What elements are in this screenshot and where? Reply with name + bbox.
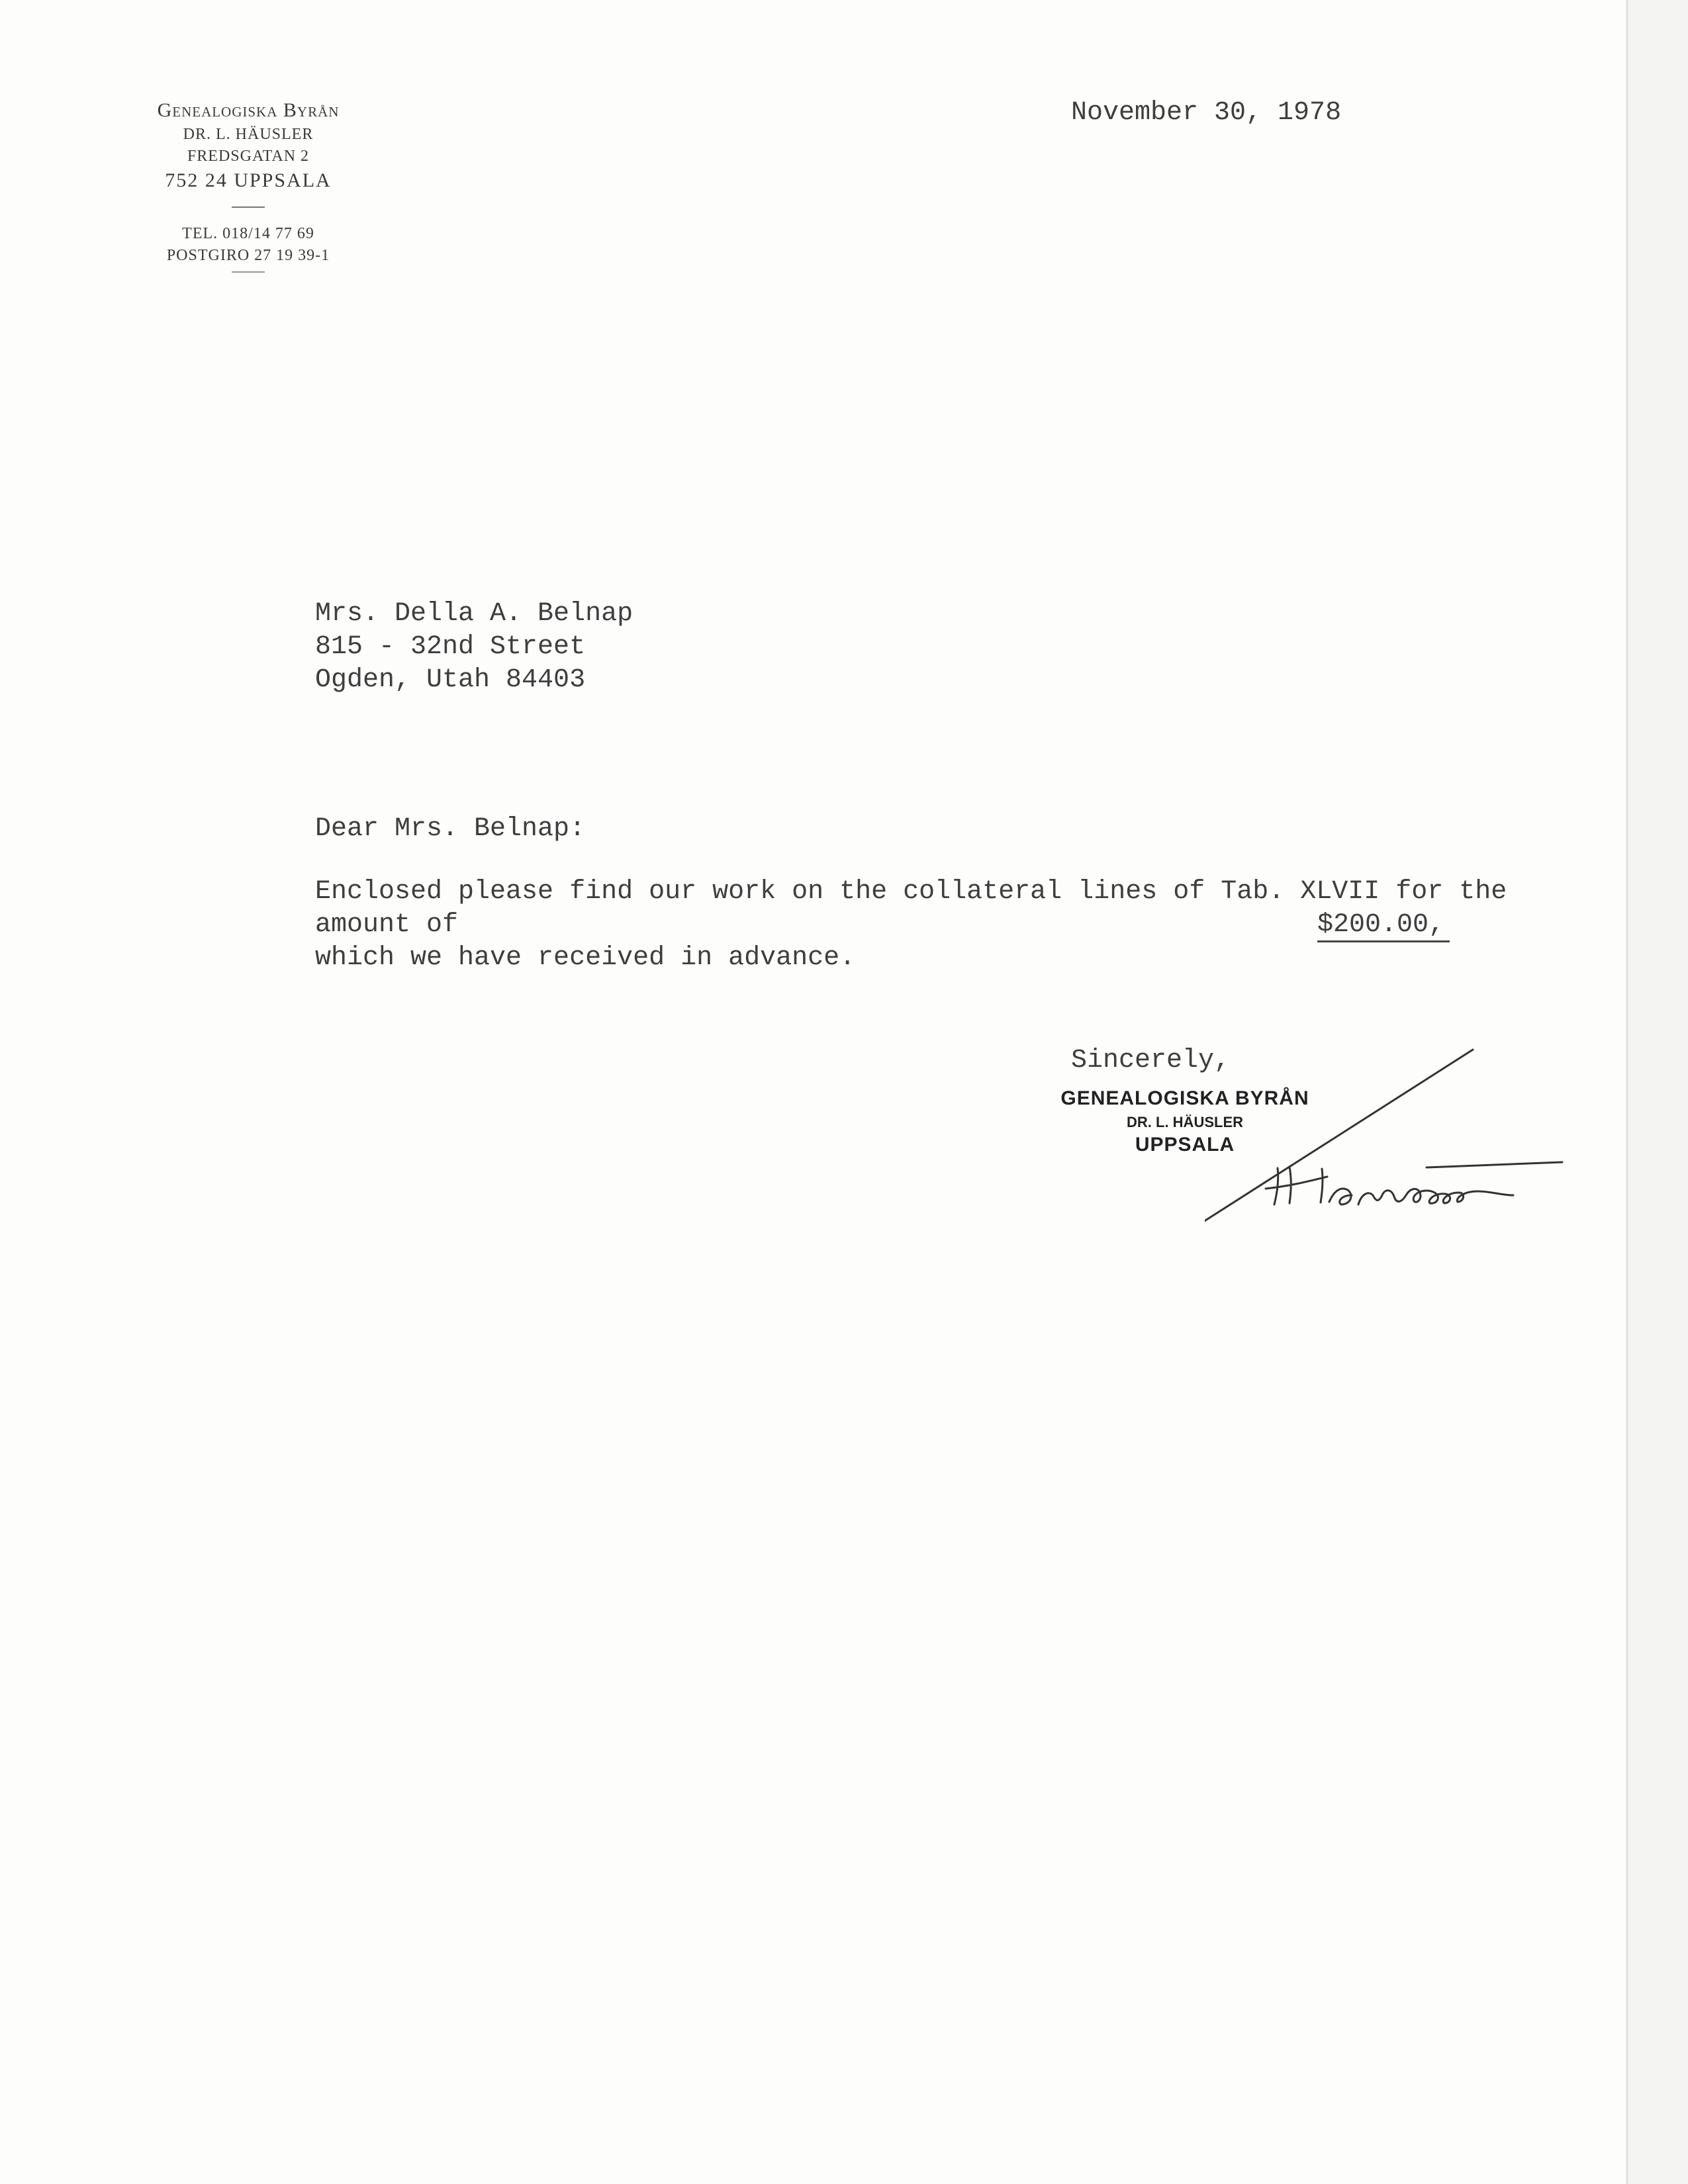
body-line-2: amount of — [315, 910, 459, 940]
letterhead-firm: Genealogiska Byrån — [157, 99, 340, 121]
recipient-address — [315, 598, 633, 697]
letterhead-divider — [232, 206, 265, 208]
letter-body — [315, 876, 1573, 975]
body-line-1: Enclosed please find our work on the collateral lines of Tab. XLVII for the — [315, 877, 1507, 907]
recipient-city: Ogden, Utah 84403 — [315, 665, 586, 695]
stamp-firm: GENEALOGISKA BYRÅN — [1060, 1087, 1309, 1109]
letterhead-postgiro: POSTGIRO 27 19 39-1 — [166, 247, 330, 264]
stamp-city: UPPSALA — [1135, 1134, 1235, 1156]
closing: Sincerely, — [1071, 1046, 1231, 1075]
recipient-name: Mrs. Della A. Belnap — [315, 599, 633, 629]
salutation: Dear Mrs. Belnap: — [315, 814, 586, 844]
handwritten-signature — [1205, 1039, 1602, 1238]
letterhead-street: FREDSGATAN 2 — [187, 148, 310, 165]
body-line-2-row — [315, 909, 1573, 942]
page-edge — [1626, 0, 1628, 2184]
letterhead-divider-bottom — [232, 271, 265, 273]
letter-date: November 30, 1978 — [1071, 98, 1342, 128]
letterhead — [99, 99, 397, 273]
stamp-name: DR. L. HÄUSLER — [1127, 1114, 1243, 1130]
body-line-3: which we have received in advance. — [315, 943, 856, 973]
letterhead-tel: TEL. 018/14 77 69 — [182, 225, 314, 242]
letterhead-name: DR. L. HÄUSLER — [183, 126, 314, 143]
recipient-street: 815 - 32nd Street — [315, 632, 586, 662]
amount: $200.00, — [1317, 910, 1445, 940]
letterhead-city: 752 24 UPPSALA — [165, 169, 332, 191]
